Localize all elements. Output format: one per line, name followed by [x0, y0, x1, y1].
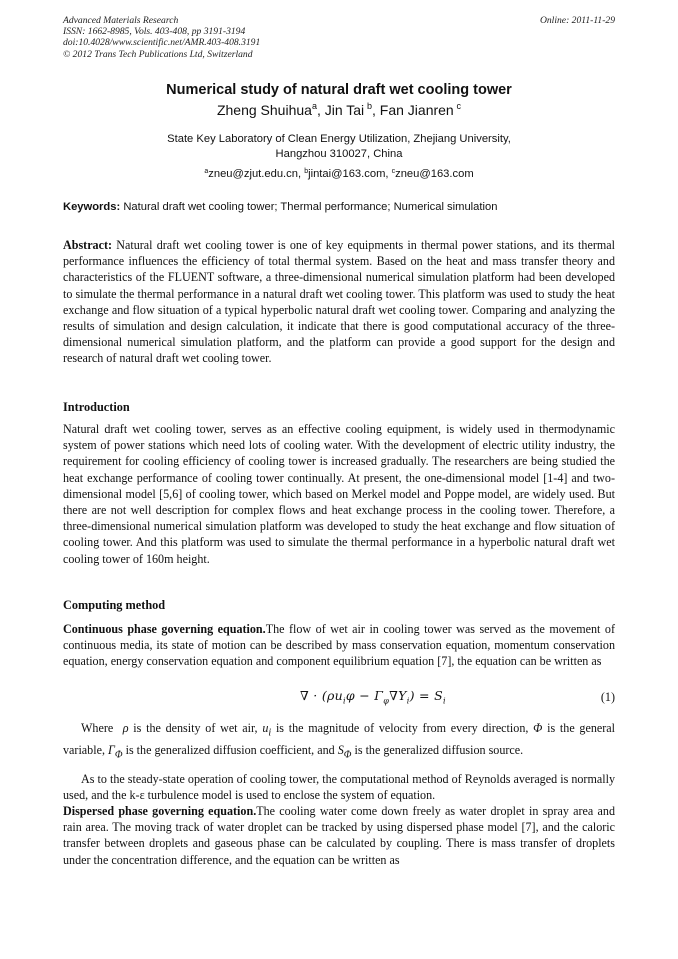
author-name: Jin Tai: [324, 102, 365, 118]
keywords-label: Keywords:: [63, 201, 121, 213]
author-sup: a: [311, 101, 317, 111]
steady-state-paragraph: As to the steady-state operation of cooling tower, the computational method of Reynolds averaged is normally used, and the k-ε turbulence model is used to enclose the system of equation.: [63, 772, 615, 803]
continuous-phase-text: The flow of wet air in cooling tower was served as the movement of continuous media, its state of motion can be described by mass conservation equation, momentum conservation equation, energy conservation equation and component equilibrium equation [7], the equation can be written as: [63, 622, 615, 669]
copyright-line: © 2012 Trans Tech Publications Ltd, Switzerland: [63, 48, 253, 60]
email-sup: a: [204, 168, 209, 175]
section-heading-computing: Computing method: [63, 598, 166, 612]
paper-title: Numerical study of natural draft wet cooling tower: [166, 82, 512, 98]
keywords: [63, 201, 615, 213]
journal-header: [63, 15, 615, 60]
affiliation-line: Hangzhou 310027, China: [275, 148, 403, 160]
email: zneu@zjut.edu.cn: [208, 168, 298, 180]
affiliation-line: State Key Laboratory of Clean Energy Utilization, Zhejiang University,: [167, 133, 511, 145]
email-list: $^a$zneu@zjut.edu.cn, $^b$jintai@163.com, $^c$zneu@163.com: [204, 168, 474, 180]
author-sup: c: [456, 101, 462, 111]
online-date: Online: 2011-11-29: [539, 15, 615, 26]
doi-line: doi:10.4028/www.scientific.net/AMR.403-408.3191: [63, 37, 261, 49]
email-sup: c: [391, 168, 396, 175]
section-heading-introduction: Introduction: [63, 400, 130, 414]
continuous-phase-label: Continuous phase governing equation.: [63, 622, 266, 636]
abstract: [63, 237, 615, 367]
dispersed-phase-paragraph: [63, 803, 615, 868]
email: jintai@163.com: [308, 168, 386, 180]
author-sup: b: [366, 101, 372, 111]
abstract-label: Abstract:: [63, 238, 113, 252]
issn-line: ISSN: 1662-8985, Vols. 403-408, pp 3191-3194: [63, 26, 246, 38]
abstract-text: Natural draft wet cooling tower is one of key equipments in thermal power stations, and its thermal performance influences the efficiency of total thermal system. Based on the heat and mass transfer theory and characteristics of the FLUENT software, a three-dimensional numerical simulation platform had been developed to simulate the thermal performance in a natural draft wet cooling tower. This platform was used to study the heat exchange and flow situation of a typical hyperbolic natural draft wet cooling tower. Comparing and analyzing the results of simulation and design calculation, it indicate that there is good computational accuracy of the three-dimensional numerical simulation platform, and the platform can provide a good support for the design and research of natural draft wet cooling tower.: [63, 238, 615, 366]
email-sup: b: [304, 168, 309, 175]
keywords-text: Natural draft wet cooling tower; Thermal performance; Numerical simulation: [123, 201, 498, 213]
author-name: Fan Jianren: [379, 102, 454, 118]
author-name: Zheng Shuihua: [216, 102, 312, 118]
dispersed-phase-label: Dispersed phase governing equation.: [63, 804, 257, 818]
variable-definitions: Where ρ is the density of wet air, $u_i$ is the magnitude of velocity from every direction, Φ is the general variable, $\Gamma_\Phi$ is the generalized diffusion coefficient, and $S_\Phi$ is the generalized diffusion source.: [63, 721, 616, 761]
email: zneu@163.com: [395, 168, 474, 180]
introduction-text: Natural draft wet cooling tower, serves as an effective cooling equipment, is widely used in thermodynamic system of power stations which need lots of cooling water. With the development of electric utility industry, the requirement for cooling efficiency of cooling tower is increased gradually. The researchers are being studied the heat exchange performance of cooling tower continually. At present, the one-dimensional model [1-4] and two-dimensional model [5,6] of cooling tower, which based on Merkel model and Poppe model, are widely used. But there are not well description for complex flows and heat exchange process in the cooling tower. Therefore, a three-dimensional numerical simulation platform was developed to study the heat exchange and flow situation of cooling tower. And this platform was used to simulate the thermal performance in a hyperbolic natural draft wet cooling tower of 160m height.: [63, 422, 615, 566]
journal-name: Advanced Materials Research: [63, 15, 179, 26]
author-list: Zheng Shuihua$^a$, Jin Tai $^b$, Fan Jianren $^c$: [216, 101, 462, 118]
affiliation: [63, 132, 615, 162]
equation-1: ∇ · $(\rho u_i\varphi - \Gamma_\varphi\nabla Y_i) = S_i$: [300, 688, 446, 706]
equation-number: (1): [600, 690, 615, 704]
continuous-phase-paragraph: [63, 621, 615, 670]
dispersed-phase-text: The cooling water come down freely as water droplet in spray area and rain area. The moving track of water droplet can be tracked by using dispersed phase model [7], and the caloric transfer between droplets and gaseous phase can be calculated by coupling. There is mass transfer of droplets under the concentration difference, and the equation can be written as: [63, 804, 615, 867]
